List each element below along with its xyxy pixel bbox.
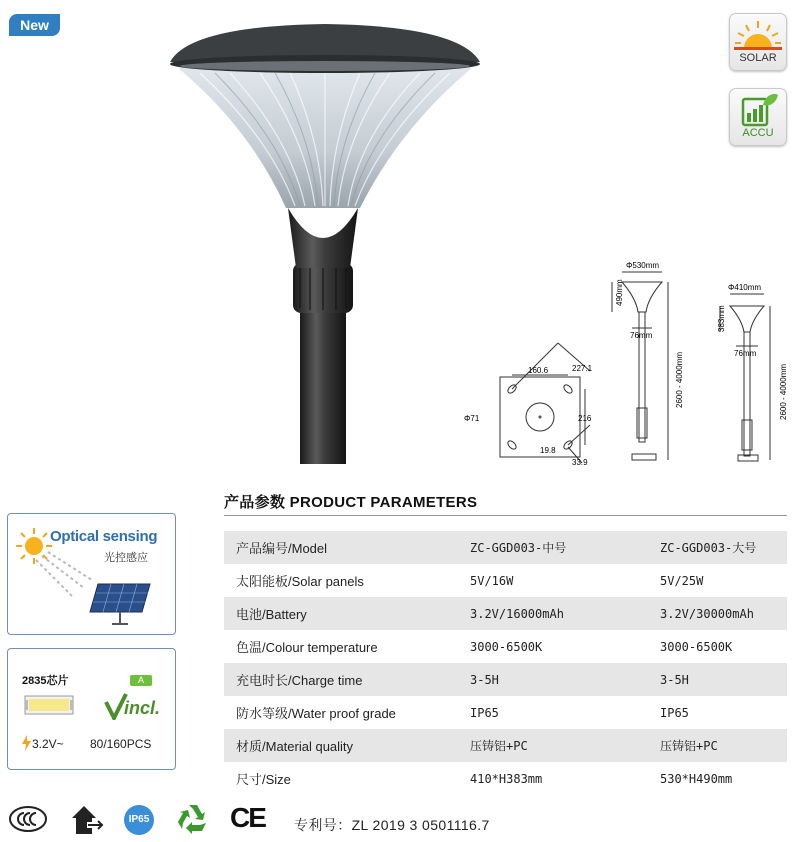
param-value-large: 3-5H [648, 663, 787, 696]
table-row [224, 597, 787, 630]
param-label: 材质/Material quality [224, 729, 458, 762]
param-value-medium: ZC-GGD003-中号 [458, 531, 648, 564]
ce-cert-icon [230, 802, 265, 834]
recycle-icon [176, 803, 210, 835]
dim-base-227: 227.1 [572, 364, 593, 373]
optical-sensing-title: Optical sensing [50, 528, 158, 545]
table-row [224, 663, 787, 696]
dim-base-216: 216 [578, 414, 592, 423]
param-label: 产品编号/Model [224, 531, 458, 564]
parameters-divider [224, 515, 787, 516]
param-value-large: ZC-GGD003-大号 [648, 531, 787, 564]
param-value-medium: 3000-6500K [470, 639, 543, 654]
dim-large-total: 2600 - 4000mm [675, 351, 684, 408]
param-label: 色温/Colour temperature [236, 640, 378, 655]
large-lamp-drawing [600, 258, 695, 468]
accu-label: ACCU [742, 127, 774, 139]
incl-label: incl. [124, 698, 161, 718]
table-row [224, 630, 787, 663]
param-value-medium: 3.2V/16000mAh [458, 597, 648, 630]
chip-pcs: 80/160PCS [90, 737, 152, 751]
small-lamp-drawing [700, 280, 795, 470]
solar-panel-icon [88, 582, 154, 626]
chip-voltage: 3.2V~ [32, 737, 64, 751]
ip65-icon [124, 805, 154, 835]
chip-title: 2835芯片 [22, 675, 69, 687]
param-value-large: 压铸铝+PC [648, 729, 787, 762]
param-value-medium: 410*H383mm [470, 771, 543, 786]
ce-label: CE [230, 802, 265, 833]
accu-badge [729, 88, 787, 146]
table-row [224, 696, 787, 729]
table-row [224, 729, 787, 762]
dim-base-33: 33.9 [572, 458, 588, 467]
param-value-large: IP65 [660, 705, 689, 720]
a-grade-tag [130, 675, 152, 686]
param-value-medium: IP65 [470, 705, 499, 720]
a-grade-label: A [137, 675, 144, 685]
param-label: 尺寸/Size [236, 772, 291, 787]
dim-base-19: 19.8 [540, 446, 556, 455]
param-value-medium: 3-5H [458, 663, 648, 696]
parameters-table [224, 531, 787, 795]
param-label: 充电时长/Charge time [224, 663, 458, 696]
ip65-label: IP65 [128, 814, 150, 825]
param-value-large: 3000-6500K [660, 639, 733, 654]
dim-small-height: 383mm [717, 305, 726, 332]
lamp-photo [160, 18, 490, 464]
param-label: 电池/Battery [224, 597, 458, 630]
param-label: 防水等级/Water proof grade [236, 706, 396, 721]
dim-base-160: 160.6 [528, 366, 549, 375]
solar-badge [729, 13, 787, 71]
lightning-icon [22, 735, 31, 751]
param-value-large: 530*H490mm [660, 771, 733, 786]
indoor-outdoor-icon [70, 804, 104, 836]
sun-icon [730, 16, 786, 56]
param-value-large: 5V/25W [660, 573, 704, 588]
dim-small-diameter: Φ410mm [728, 283, 762, 292]
optical-sensing-subtitle: 光控感应 [104, 552, 148, 564]
dim-small-total: 2600 - 4000mm [779, 363, 788, 420]
table-row [224, 564, 787, 597]
table-row [224, 531, 787, 564]
solar-label: SOLAR [739, 52, 777, 64]
table-row [224, 762, 787, 795]
param-value-large: 3.2V/30000mAh [648, 597, 787, 630]
dim-small-pole: 76mm [734, 349, 757, 358]
dim-large-pole: 76mm [630, 331, 653, 340]
patent-number: 专利号：ZL 2019 3 0501116.7 [294, 817, 490, 833]
param-label: 太阳能板/Solar panels [236, 574, 364, 589]
dim-large-diameter: Φ530mm [626, 261, 660, 270]
ccc-cert-icon [8, 805, 48, 833]
base-plate-drawing [460, 335, 600, 470]
new-badge: New [9, 14, 60, 36]
parameters-title: 产品参数 PRODUCT PARAMETERS [224, 494, 478, 511]
battery-leaf-icon [730, 91, 786, 131]
param-value-medium: 5V/16W [470, 573, 514, 588]
dim-base-hole: Φ71 [464, 414, 480, 423]
dim-large-height: 490mm [615, 279, 624, 306]
param-value-medium: 压铸铝+PC [458, 729, 648, 762]
led-chip-icon [24, 694, 74, 716]
